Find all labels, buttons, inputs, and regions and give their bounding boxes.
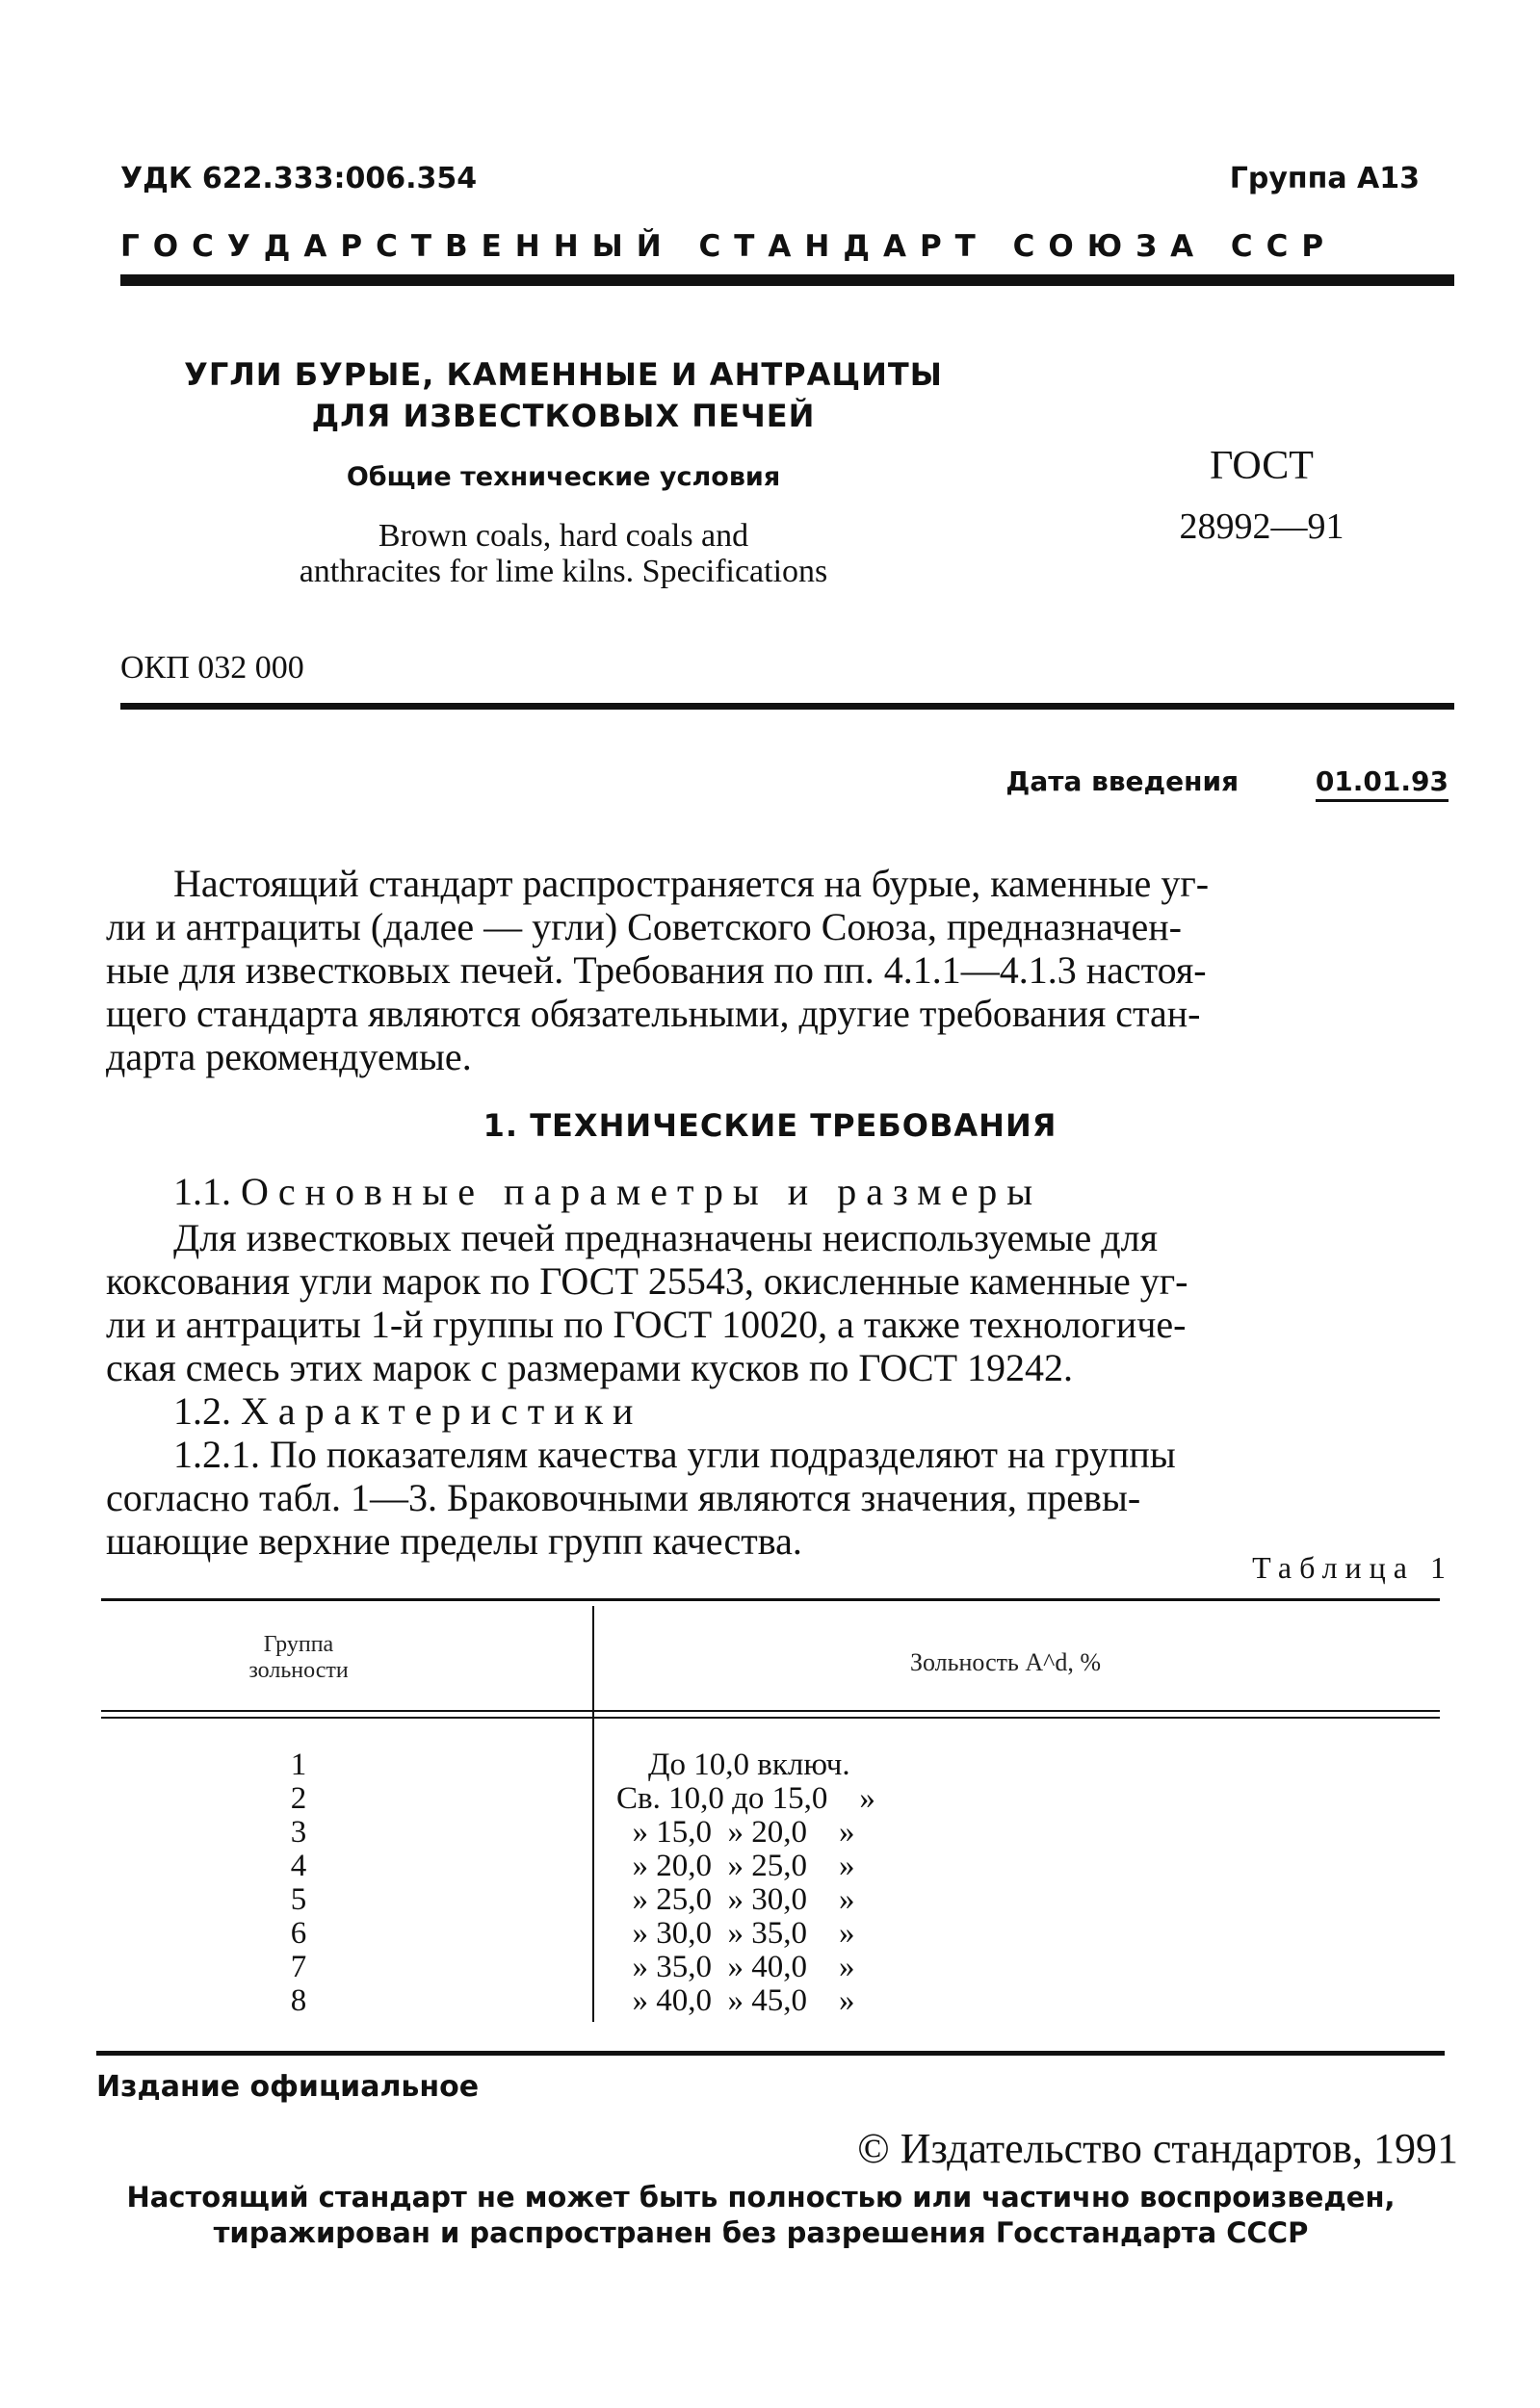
intro-line-2: ли и антрациты (далее — угли) Советского Союза, предназначен- (106, 905, 1182, 948)
table-row: 6 (290, 1916, 307, 1951)
clause-1-2-1-line-3: шающие верхние пределы групп качества. (106, 1519, 802, 1563)
table-row-ash: » 30,0 » 35,0 » (616, 1916, 855, 1951)
intro-date-label: Дата введения (1005, 765, 1240, 797)
table-column-divider (592, 1606, 594, 2022)
clause-1-2-1-line-1: 1.2.1. По показателям качества угли подразделяют на группы (173, 1433, 1176, 1476)
intro-line-1: Настоящий стандарт распространяется на бурые, каменные уг- (173, 862, 1210, 905)
intro-date-value: 01.01.93 (1316, 765, 1449, 802)
notice-line-2: тиражирован и распространен без разрешения Госстандарта СССР (213, 2216, 1309, 2249)
english-title-line-2: anthracites for lime kilns. Specifications (299, 554, 828, 589)
gost-label: ГОСТ (1210, 444, 1314, 488)
group-code: Группа А13 (1229, 162, 1420, 195)
table-bottom-rule (96, 2051, 1445, 2056)
subtitle: Общие технические условия (346, 462, 781, 492)
intro-line-3: ные для известковых печей. Требования по пп. 4.1.1—4.1.3 настоя- (106, 948, 1207, 992)
table-row-ash: » 35,0 » 40,0 » (616, 1950, 855, 1984)
table-row: 2 (290, 1781, 307, 1816)
english-title-line-1: Brown coals, hard coals and (378, 518, 749, 554)
intro-date (1005, 765, 1449, 797)
table-row-ash: Св. 10,0 до 15,0 » (616, 1781, 875, 1816)
okp-rule (120, 703, 1454, 710)
table-header-ash: Зольность A^d, % (910, 1648, 1101, 1676)
clause-1-1-line-4: ская смесь этих марок с размерами кусков по ГОСТ 19242. (106, 1346, 1074, 1389)
clause-1-1-line-3: ли и антрациты 1-й группы по ГОСТ 10020, а также технологиче- (106, 1303, 1187, 1346)
table-row: 8 (290, 1983, 307, 2018)
notice-line-1: Настоящий стандарт не может быть полностью или частично воспроизведен, (126, 2181, 1396, 2214)
title-line-2: ДЛЯ ИЗВЕСТКОВЫХ ПЕЧЕЙ (311, 398, 816, 434)
udk-code: УДК 622.333:006.354 (120, 162, 478, 195)
table-row-ash: До 10,0 включ. (616, 1748, 850, 1782)
intro-line-5: дарта рекомендуемые. (106, 1035, 472, 1078)
official-edition: Издание официальное (96, 2070, 480, 2104)
title-line-1: УГЛИ БУРЫЕ, КАМЕННЫЕ И АНТРАЦИТЫ (184, 356, 943, 393)
okp-code: ОКП 032 000 (120, 650, 304, 686)
table-row-ash: » 25,0 » 30,0 » (616, 1882, 855, 1917)
gost-number: 28992—91 (1179, 506, 1344, 547)
intro-line-4: щего стандарта являются обязательными, другие требования стан- (106, 992, 1201, 1035)
table-header-group: Группа зольности (248, 1632, 349, 1683)
table-header-rule (101, 1710, 1440, 1712)
table-row: 3 (290, 1815, 307, 1850)
clause-1-1-number: 1.1. (173, 1170, 231, 1213)
clause-1-2-1-line-2: согласно табл. 1—3. Браковочными являются значения, превы- (106, 1476, 1141, 1519)
table-row-ash: » 40,0 » 45,0 » (616, 1983, 855, 2018)
clause-1-2-number: 1.2. (173, 1389, 231, 1433)
table-row: 7 (290, 1950, 307, 1984)
clause-1-2-heading (173, 1389, 642, 1433)
table-row-ash: » 15,0 » 20,0 » (616, 1815, 855, 1850)
clause-1-1-line-1: Для известковых печей предназначены неиспользуемые для (173, 1216, 1158, 1259)
clause-1-1-title: Основные параметры и размеры (241, 1170, 1043, 1213)
table-row: 4 (290, 1849, 307, 1883)
table-row: 5 (290, 1882, 307, 1917)
clause-1-1-heading (173, 1170, 1042, 1213)
header-rule (120, 274, 1454, 286)
table-row: 1 (290, 1748, 307, 1782)
clause-1-2-title: Характеристики (241, 1389, 643, 1433)
table-row-ash: » 20,0 » 25,0 » (616, 1849, 855, 1883)
copyright: © Издательство стандартов, 1991 (857, 2125, 1458, 2172)
table-1-caption: Таблица 1 (1252, 1550, 1453, 1585)
section-1-heading: 1. ТЕХНИЧЕСКИЕ ТРЕБОВАНИЯ (483, 1107, 1057, 1144)
state-standard-heading: ГОСУДАРСТВЕННЫЙ СТАНДАРТ СОЮЗА ССР (120, 229, 1338, 264)
table-top-rule (101, 1598, 1440, 1601)
clause-1-1-line-2: коксования угли марок по ГОСТ 25543, окисленные каменные уг- (106, 1259, 1188, 1303)
table-header-rule-double (101, 1717, 1440, 1719)
